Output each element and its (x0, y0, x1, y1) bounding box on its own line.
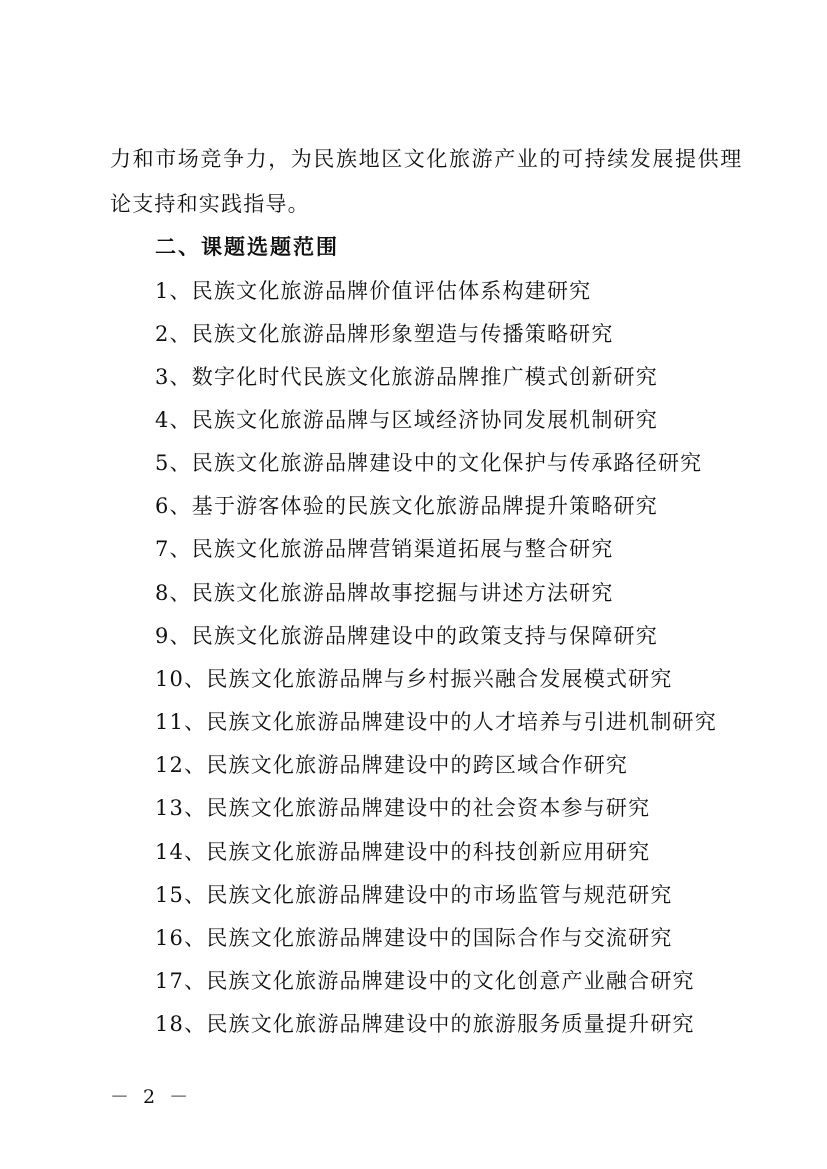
topic-item-3: 3、数字化时代民族文化旅游品牌推广模式创新研究 (155, 365, 658, 389)
section-heading: 二、课题选题范围 (155, 234, 339, 259)
topic-item-9: 9、民族文化旅游品牌建设中的政策支持与保障研究 (155, 624, 658, 648)
page-number: － 2 － (110, 1086, 193, 1108)
topic-item-2: 2、民族文化旅游品牌形象塑造与传播策略研究 (155, 322, 614, 346)
topic-item-18: 18、民族文化旅游品牌建设中的旅游服务质量提升研究 (155, 1012, 695, 1036)
topic-item-11: 11、民族文化旅游品牌建设中的人才培养与引进机制研究 (155, 710, 717, 734)
intro-paragraph-line-1: 力和市场竞争力，为民族地区文化旅游产业的可持续发展提供理 (110, 147, 743, 171)
topic-item-1: 1、民族文化旅游品牌价值评估体系构建研究 (155, 279, 592, 303)
topic-item-8: 8、民族文化旅游品牌故事挖掘与讲述方法研究 (155, 581, 614, 605)
topic-item-16: 16、民族文化旅游品牌建设中的国际合作与交流研究 (155, 926, 673, 950)
intro-paragraph-line-2: 论支持和实践指导。 (110, 192, 310, 216)
topic-item-12: 12、民族文化旅游品牌建设中的跨区域合作研究 (155, 753, 629, 777)
topic-item-15: 15、民族文化旅游品牌建设中的市场监管与规范研究 (155, 883, 673, 907)
topic-item-4: 4、民族文化旅游品牌与区域经济协同发展机制研究 (155, 408, 658, 432)
topic-item-10: 10、民族文化旅游品牌与乡村振兴融合发展模式研究 (155, 667, 673, 691)
topic-item-14: 14、民族文化旅游品牌建设中的科技创新应用研究 (155, 840, 651, 864)
topic-item-7: 7、民族文化旅游品牌营销渠道拓展与整合研究 (155, 537, 614, 561)
topic-item-17: 17、民族文化旅游品牌建设中的文化创意产业融合研究 (155, 969, 695, 993)
topic-item-13: 13、民族文化旅游品牌建设中的社会资本参与研究 (155, 796, 651, 820)
topic-item-6: 6、基于游客体验的民族文化旅游品牌提升策略研究 (155, 494, 658, 518)
topic-item-5: 5、民族文化旅游品牌建设中的文化保护与传承路径研究 (155, 451, 703, 475)
